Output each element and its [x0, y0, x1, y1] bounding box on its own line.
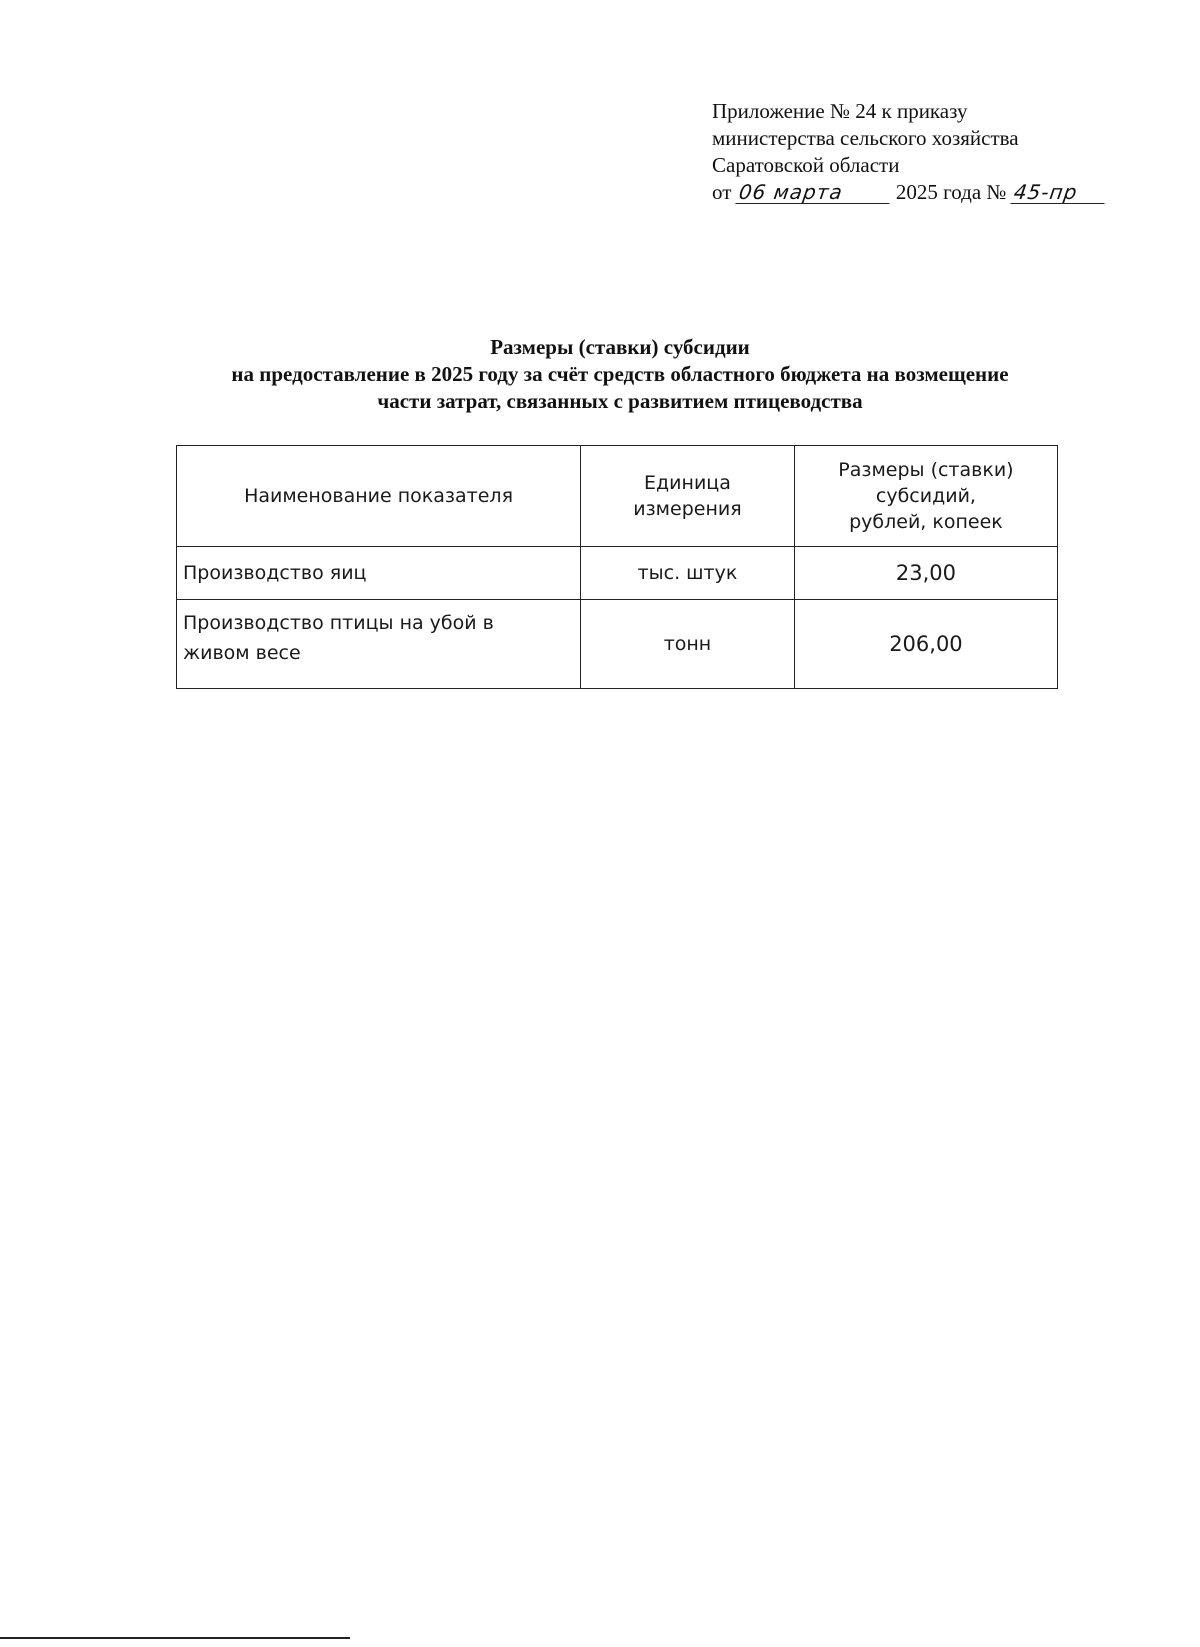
title-line-2: на предоставление в 2025 году за счёт средств областного бюджета на возмещение	[231, 362, 1009, 386]
document-title	[120, 334, 1120, 415]
header-unit: Единица измерения	[581, 446, 795, 547]
row-value: 206,00	[794, 600, 1057, 689]
table-row	[177, 547, 1058, 600]
year-text: 2025 года №	[895, 180, 1007, 204]
table-row	[177, 600, 1058, 689]
subsidy-rates-table	[176, 445, 1058, 689]
title-line-3: части затрат, связанных с развитием птицеводства	[377, 389, 863, 413]
date-prefix: от	[712, 180, 732, 204]
appendix-block	[712, 98, 1106, 206]
title-line-1: Размеры (ставки) субсидии	[490, 335, 750, 359]
footer-rule	[0, 1637, 350, 1639]
handwritten-order-number: 45-пр	[1010, 181, 1107, 204]
appendix-line-1: Приложение № 24 к приказу	[712, 99, 968, 123]
handwritten-date: 06 марта	[735, 181, 892, 204]
header-rate: Размеры (ставки) субсидий, рублей, копеек	[794, 446, 1057, 547]
table-header-row	[177, 446, 1058, 547]
row-name: Производство яиц	[177, 547, 581, 600]
row-unit: тонн	[581, 600, 795, 689]
appendix-line-3: Саратовской области	[712, 153, 900, 177]
row-unit: тыс. штук	[581, 547, 795, 600]
appendix-line-2: министерства сельского хозяйства	[712, 126, 1019, 150]
row-value: 23,00	[794, 547, 1057, 600]
appendix-date-line	[712, 179, 1106, 206]
row-name: Производство птицы на убой в живом весе	[177, 600, 581, 689]
header-name: Наименование показателя	[177, 446, 581, 547]
